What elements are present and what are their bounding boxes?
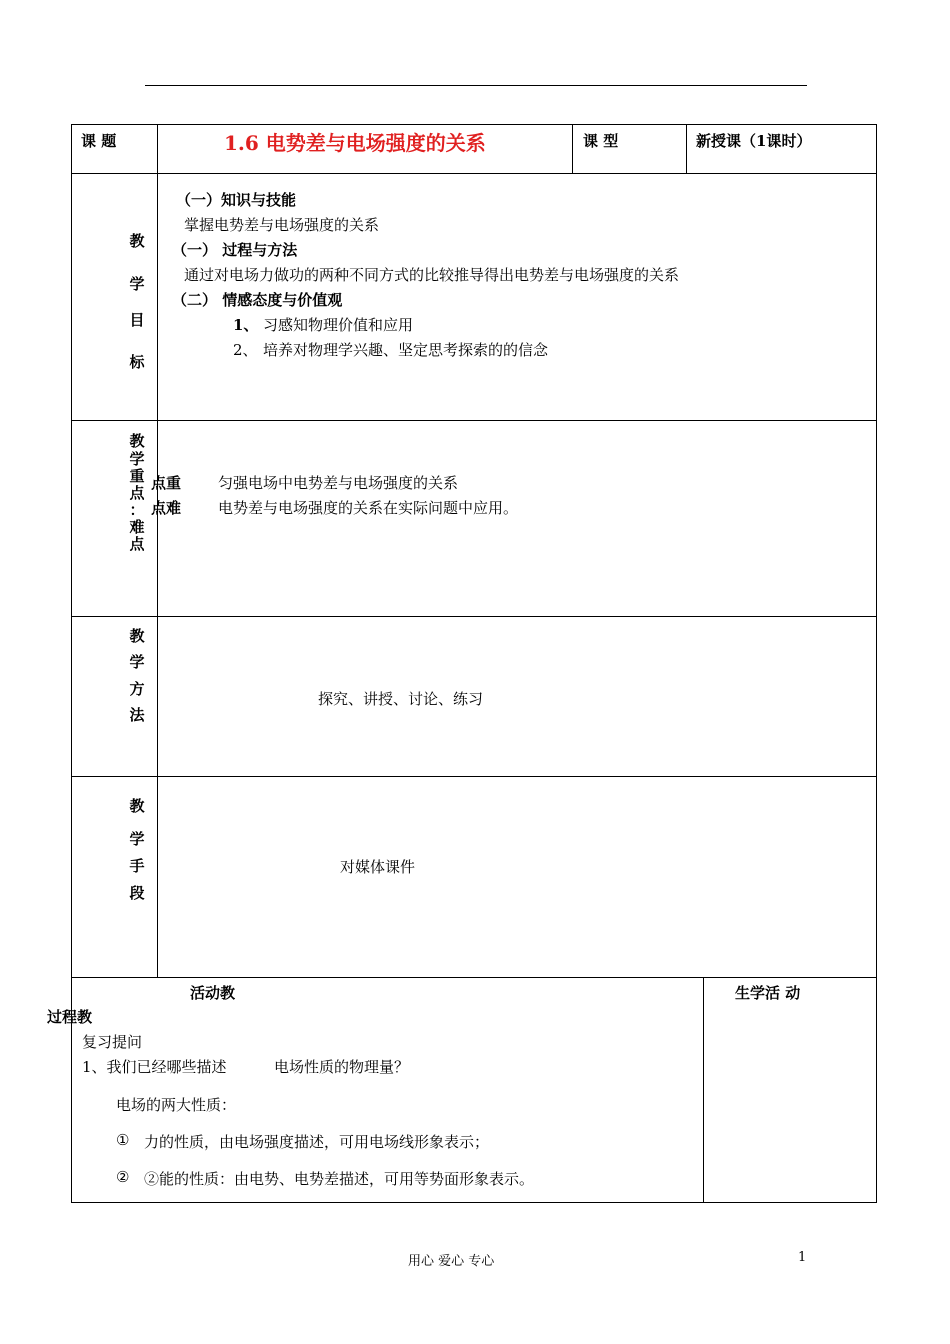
keypoints-label-6: 难: [129, 518, 145, 536]
question-1-suffix: 电场性质的物理量？: [274, 1058, 410, 1076]
keypoints-label-7: 点: [129, 535, 145, 553]
row-sep-4: [71, 776, 877, 777]
page-number: 1: [798, 1250, 807, 1265]
difficulty-text: 电势差与电场强度的关系在实际问题中应用。: [218, 499, 519, 517]
objective-item-1-text: 习感知物理价值和应用: [263, 316, 414, 334]
keypoints-label-5: ：: [129, 501, 145, 519]
objectives-label-2: 学: [129, 275, 145, 293]
teacher-activity-header: 活动教: [190, 984, 236, 1002]
objective-text-process: 通过对电场力做功的两种不同方式的比较推导得出电势差与电场强度的关系: [184, 266, 680, 284]
means-label-1: 教: [129, 797, 145, 815]
type-value: 新授课（1课时）: [696, 132, 812, 150]
lesson-title: 1.6 电势差与电场强度的关系: [224, 131, 486, 155]
objectives-label-3: 目: [129, 311, 145, 329]
row-sep-3: [71, 616, 877, 617]
objective-item-2-text: 培养对物理学兴趣、坚定思考探索的的信念: [263, 341, 549, 359]
difficulty-label: 点难: [151, 499, 182, 517]
student-activity-header: 生学活 动: [735, 984, 801, 1002]
objectives-label-1: 教: [129, 232, 145, 250]
review-heading: 复习提问: [82, 1033, 143, 1051]
objectives-label-4: 标: [129, 353, 145, 371]
question-1-prefix: 1、我们已经哪些描述: [82, 1058, 227, 1076]
col-sep-process: [703, 977, 704, 1203]
keypoints-label-2: 学: [129, 450, 145, 468]
methods-value: 探究、讲授、讨论、练习: [318, 690, 484, 708]
means-label-3: 手: [129, 857, 145, 875]
key-point-label: 点重: [151, 474, 182, 492]
col-sep-type: [686, 124, 687, 174]
property-2-marker: ②: [116, 1168, 130, 1186]
keypoints-label-4: 点: [129, 484, 145, 502]
means-label-2: 学: [129, 830, 145, 848]
means-value: 对媒体课件: [340, 858, 416, 876]
methods-label-3: 方: [129, 680, 145, 698]
objective-item-2-number: 2、: [233, 341, 258, 359]
table-border-right: [876, 124, 877, 1203]
property-2-text: ②能的性质：由电势、电势差描述，可用等势面形象表示。: [144, 1170, 535, 1188]
two-properties-heading: 电场的两大性质：: [116, 1096, 237, 1114]
row-sep-1: [71, 173, 877, 174]
objective-item-1-number: 1、: [233, 316, 259, 334]
keypoints-label-3: 重: [129, 467, 145, 485]
objective-heading-attitude: （二） 情感态度与价值观: [172, 291, 343, 309]
objective-heading-process: （一） 过程与方法: [172, 241, 298, 259]
top-rule: [145, 85, 807, 86]
property-1-text: 力的性质，由电场强度描述，可用电场线形象表示；: [144, 1133, 490, 1151]
row-sep-2: [71, 420, 877, 421]
type-label: 课 型: [583, 132, 619, 150]
process-side-label: 过程教: [47, 1008, 93, 1026]
footer-motto: 用心 爱心 专心: [408, 1254, 495, 1269]
objective-heading-knowledge: （一）知识与技能: [176, 191, 297, 209]
row-sep-5: [71, 977, 877, 978]
keypoints-label-1: 教: [129, 432, 145, 450]
methods-label-4: 法: [129, 706, 145, 724]
table-border-bottom: [71, 1202, 877, 1203]
table-border-left: [71, 124, 72, 1203]
methods-label-2: 学: [129, 653, 145, 671]
table-border-top: [71, 124, 877, 125]
col-sep-title: [572, 124, 573, 174]
course-label: 课 题: [81, 132, 117, 150]
objective-text-knowledge: 掌握电势差与电场强度的关系: [184, 216, 380, 234]
key-point-text: 匀强电场中电势差与电场强度的关系: [218, 474, 459, 492]
property-1-marker: ①: [116, 1131, 130, 1149]
means-label-4: 段: [129, 884, 145, 902]
col-sep-label: [157, 124, 158, 978]
methods-label-1: 教: [129, 627, 145, 645]
